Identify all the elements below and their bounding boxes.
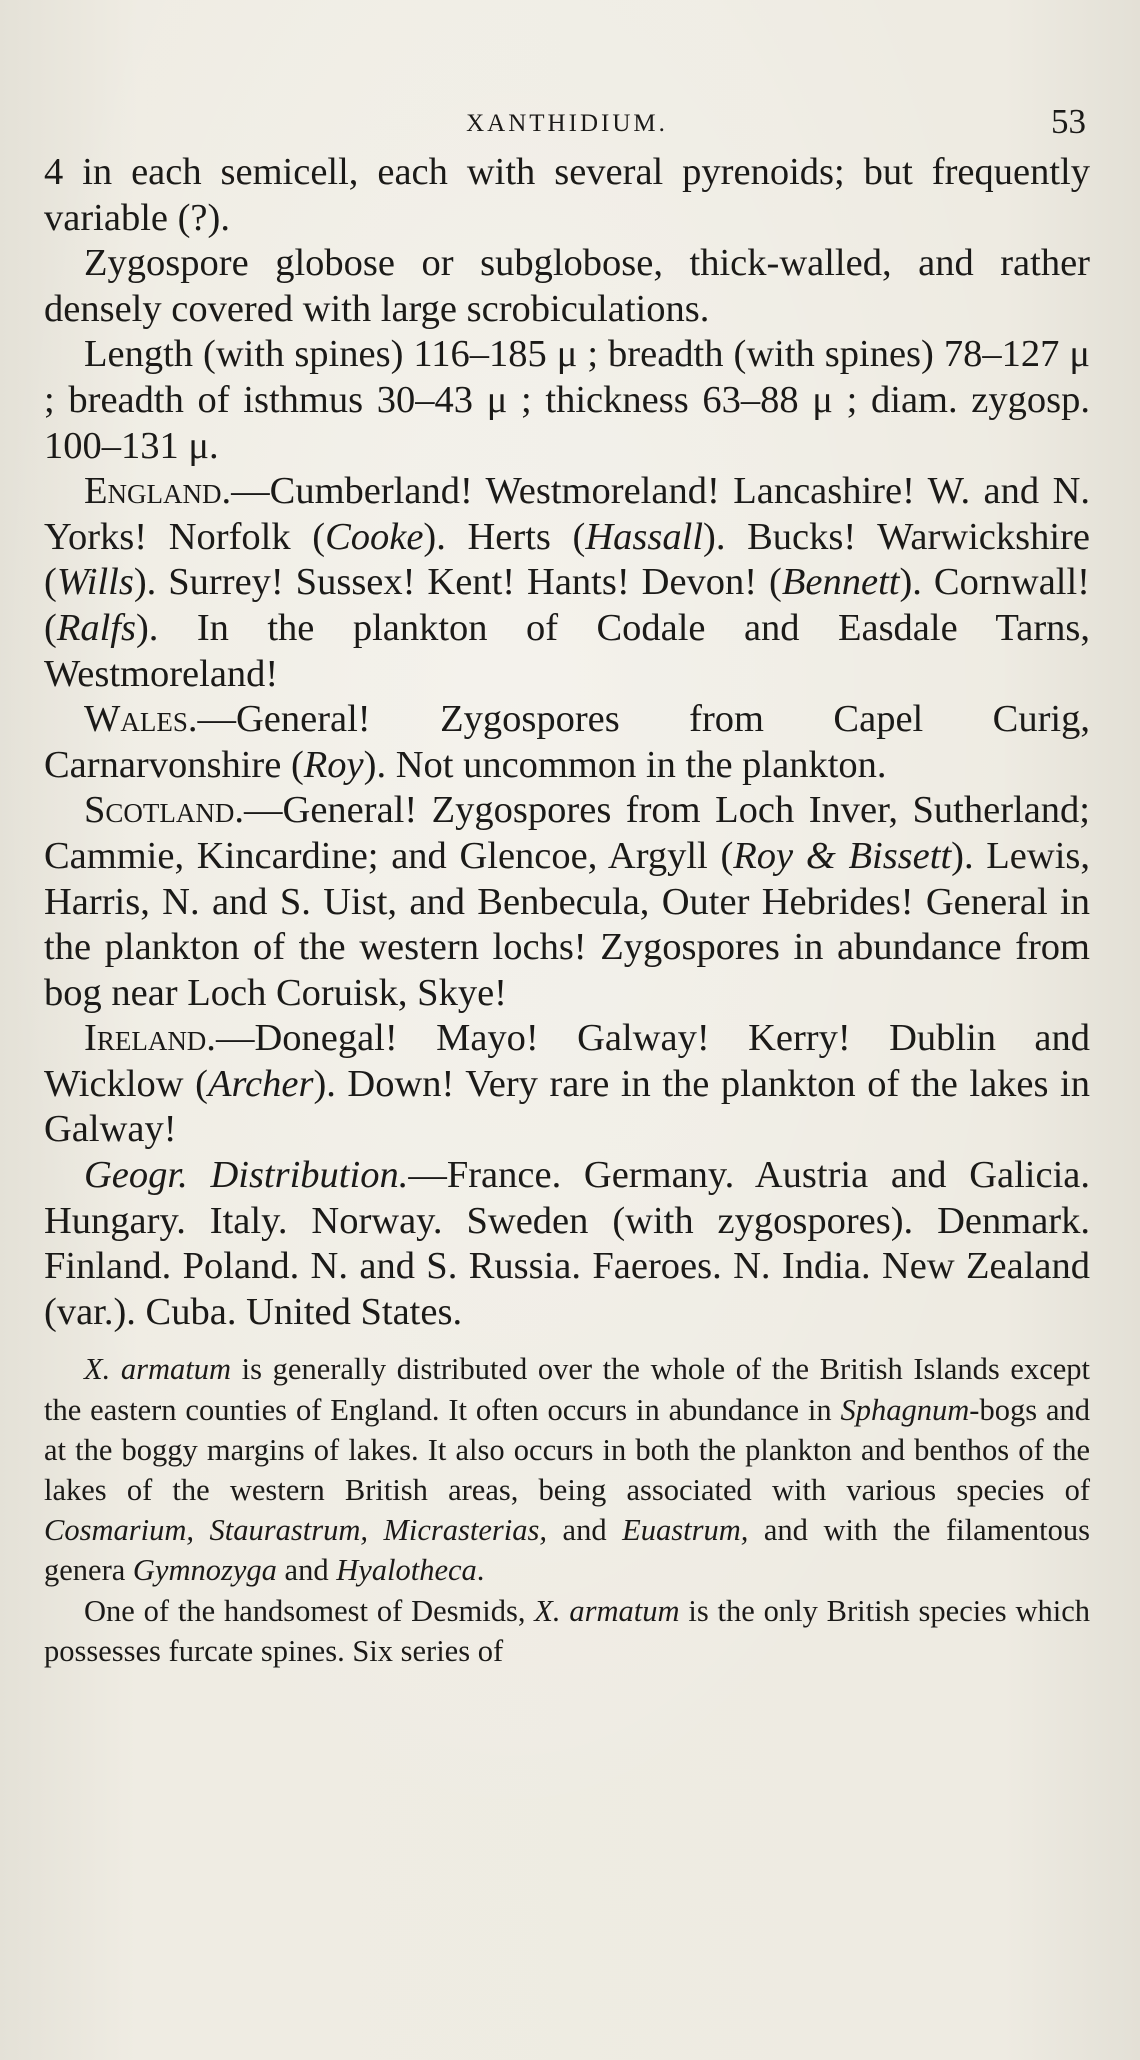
- england-records-paragraph: [44, 469, 1090, 697]
- main-text: [44, 150, 1090, 1335]
- running-title: XANTHIDIUM.: [466, 110, 668, 137]
- commentary-2-text-1: One of the handsomest of Desmids,: [84, 1593, 535, 1628]
- scotland-authority-roy-bissett: Roy & Bissett: [733, 834, 952, 877]
- ireland-text-1: —Donegal! Mayo! Galway! Kerry! Dublin and Wicklow (: [44, 1017, 1090, 1105]
- commentary-2-text-2: is the only British species which possesses furcate spines. Six series of: [44, 1593, 1090, 1668]
- commentary-1-text-1: is generally distributed over the whole of the British Islands except the eastern counties of England. It often occurs in abundance in: [44, 1352, 1090, 1427]
- genus-sphagnum: Sphagnum: [840, 1392, 970, 1427]
- distribution-heading: Geogr. Distribution.: [84, 1154, 409, 1197]
- england-authority-hassall: Hassall: [585, 515, 704, 558]
- distribution-text: —France. Germany. Austria and Galicia. Hungary. Italy. Norway. Sweden (with zygospores). Denmark. Finland. Poland. N. and S. Russia. Faeroes. N. India. New Zealand (var.). Cuba. United States.: [44, 1154, 1090, 1333]
- wales-records-paragraph: [44, 697, 1090, 788]
- commentary-paragraph-2: [44, 1591, 1090, 1671]
- england-authority-cooke: Cooke: [325, 515, 424, 558]
- england-text-4: ). Surrey! Sussex! Kent! Hants! Devon! (: [133, 561, 782, 604]
- zygospore-paragraph: Zygospore globose or subglobose, thick-walled, and rather densely covered with large scrobiculations.: [44, 242, 1090, 330]
- commentary-paragraph-1: [44, 1349, 1090, 1590]
- wales-text-1: —General! Zygospores from Capel Curig, Carnarvonshire (: [44, 698, 1090, 786]
- commentary-1-text-4: and with the filamentous genera: [44, 1513, 1090, 1588]
- species-name-1: X. armatum: [84, 1352, 232, 1387]
- genus-gymnozyga: Gymnozyga: [132, 1553, 277, 1588]
- commentary-1-text-3: and: [547, 1513, 623, 1548]
- wales-text-2: ). Not uncommon in the plankton.: [363, 743, 887, 786]
- england-authority-bennett: Bennett: [781, 561, 900, 604]
- commentary-1-text-5: and: [276, 1553, 337, 1588]
- wales-authority-roy: Roy: [303, 743, 364, 786]
- ireland-authority-archer: Archer: [207, 1062, 314, 1105]
- genus-hyalotheca: Hyalotheca: [336, 1553, 477, 1588]
- geographic-distribution-paragraph: [44, 1153, 1090, 1335]
- england-text-1: —Cumberland! Westmoreland! Lancashire! W. and N. Yorks! Norfolk (: [44, 470, 1090, 558]
- england-authority-ralfs: Ralfs: [56, 606, 136, 649]
- ireland-heading: Ireland.: [84, 1017, 216, 1060]
- running-head: [44, 98, 1090, 150]
- england-text-6: ). In the plankton of Codale and Easdale Tarns, Westmoreland!: [44, 606, 1090, 695]
- dimensions-paragraph: Length (with spines) 116–185 μ ; breadth (with spines) 78–127 μ ; breadth of isthmus 30–43 μ ; thickness 63–88 μ ; diam. zygosp. 100–131 μ.: [44, 333, 1090, 467]
- england-text-2: ). Herts (: [423, 515, 586, 558]
- commentary: [44, 1349, 1090, 1671]
- england-text-5: ). Cornwall! (: [44, 561, 1090, 649]
- page-number: 53: [1051, 102, 1086, 141]
- species-name-2: X. armatum: [534, 1593, 680, 1628]
- ireland-records-paragraph: [44, 1016, 1090, 1153]
- chloroplast-continuation-paragraph: 4 in each semicell, each with several pyrenoids; but frequently variable (?).: [44, 151, 1090, 239]
- scotland-heading: Scotland.: [84, 789, 245, 832]
- genera-cosmarium-staurastrum-micrasterias: Cosmarium, Staurastrum, Micrasterias,: [44, 1513, 548, 1548]
- genus-euastrum: Euastrum,: [622, 1513, 749, 1548]
- wales-heading: Wales.: [84, 698, 198, 741]
- scotland-text-2: ). Lewis, Harris, N. and S. Uist, and Benbecula, Outer Hebrides! General in the plankton of the western lochs! Zygospores in abundance from bog near Loch Coruisk, Skye!: [44, 834, 1090, 1014]
- england-authority-wills: Wills: [56, 561, 134, 604]
- scotland-text-1: —General! Zygospores from Loch Inver, Sutherland; Cammie, Kincardine; and Glencoe, Argyll (: [44, 789, 1090, 877]
- england-text-3: ). Bucks! Warwickshire (: [44, 515, 1090, 604]
- ireland-text-2: ). Down! Very rare in the plankton of the lakes in Galway!: [44, 1062, 1090, 1151]
- commentary-1-text-2: -bogs and at the boggy margins of lakes. It also occurs in both the plankton and benthos of the lakes of the western British areas, being associated with various species of: [44, 1392, 1090, 1508]
- scotland-records-paragraph: [44, 788, 1090, 1016]
- england-heading: England.: [84, 470, 232, 513]
- commentary-1-text-6: .: [476, 1553, 485, 1588]
